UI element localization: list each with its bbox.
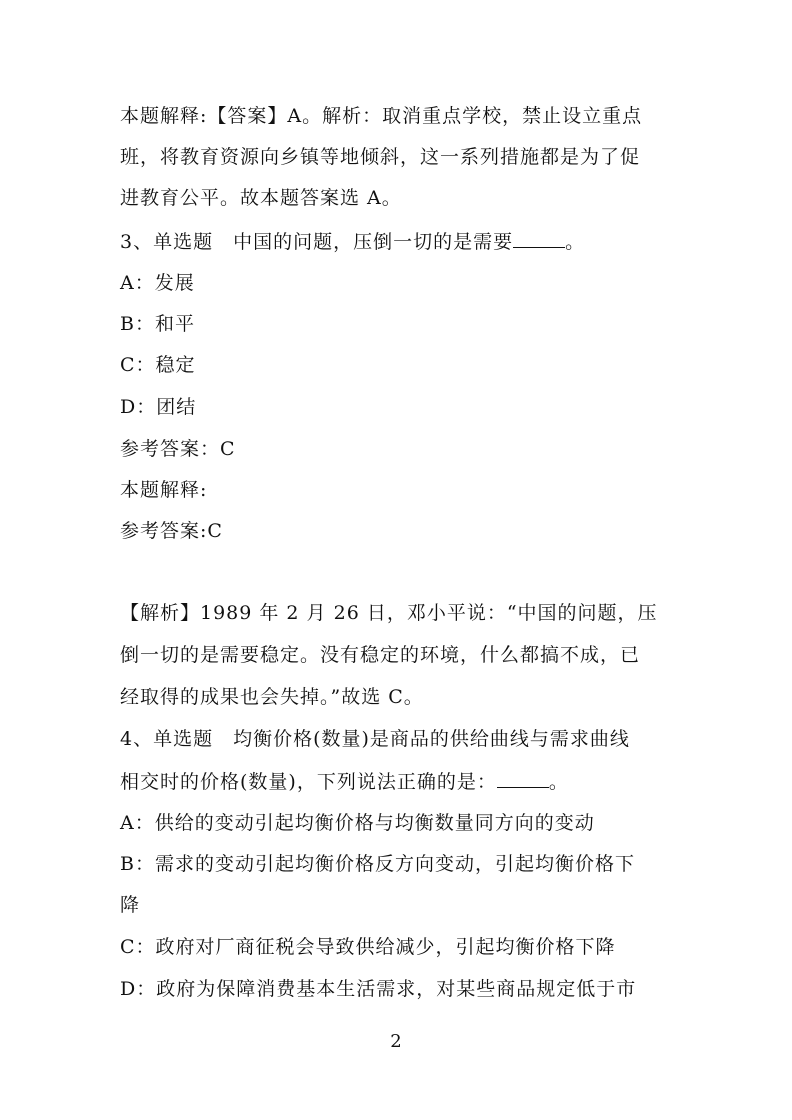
option-b: B：需求的变动引起均衡价格反方向变动，引起均衡价格下 <box>120 853 635 875</box>
analysis-line: 经取得的成果也会失掉。”故选 C。 <box>120 686 424 708</box>
analysis-line: 倒一切的是需要稳定。没有稳定的环境，什么都搞不成，已 <box>120 644 641 666</box>
option-d: D：政府为保障消费基本生活需求，对某些商品规定低于市 <box>120 978 637 1000</box>
question-4-stem: 4、单选题 均衡价格(数量)是商品的供给曲线与需求曲线 <box>120 728 630 750</box>
option-b: B：和平 <box>120 313 195 335</box>
question-4-stem: 相交时的价格(数量)，下列说法正确的是： 。 <box>120 771 569 793</box>
page-number: 2 <box>390 1031 402 1052</box>
reference-answer: 参考答案:C <box>120 520 223 542</box>
analysis-line: 【解析】1989 年 2 月 26 日，邓小平说：“中国的问题，压 <box>120 602 658 624</box>
text-line: 班，将教育资源向乡镇等地倾斜，这一系列措施都是为了促 <box>120 146 641 168</box>
text-line: 本题解释:【答案】A。解析：取消重点学校，禁止设立重点 <box>120 105 643 127</box>
explanation-label: 本题解释: <box>120 479 208 501</box>
option-c: C：稳定 <box>120 354 196 376</box>
option-a: A：供给的变动引起均衡价格与均衡数量同方向的变动 <box>120 812 595 834</box>
option-c: C：政府对厂商征税会导致供给减少，引起均衡价格下降 <box>120 936 616 958</box>
option-a: A：发展 <box>120 272 195 294</box>
answer-blank <box>497 769 549 788</box>
text-line: 进教育公平。故本题答案选 A。 <box>120 187 402 209</box>
option-d: D：团结 <box>120 396 197 418</box>
answer-blank <box>513 229 565 248</box>
question-3-stem: 3、单选题 中国的问题，压倒一切的是需要 。 <box>120 231 586 253</box>
option-b-continued: 降 <box>120 894 141 916</box>
reference-answer: 参考答案：C <box>120 438 236 460</box>
